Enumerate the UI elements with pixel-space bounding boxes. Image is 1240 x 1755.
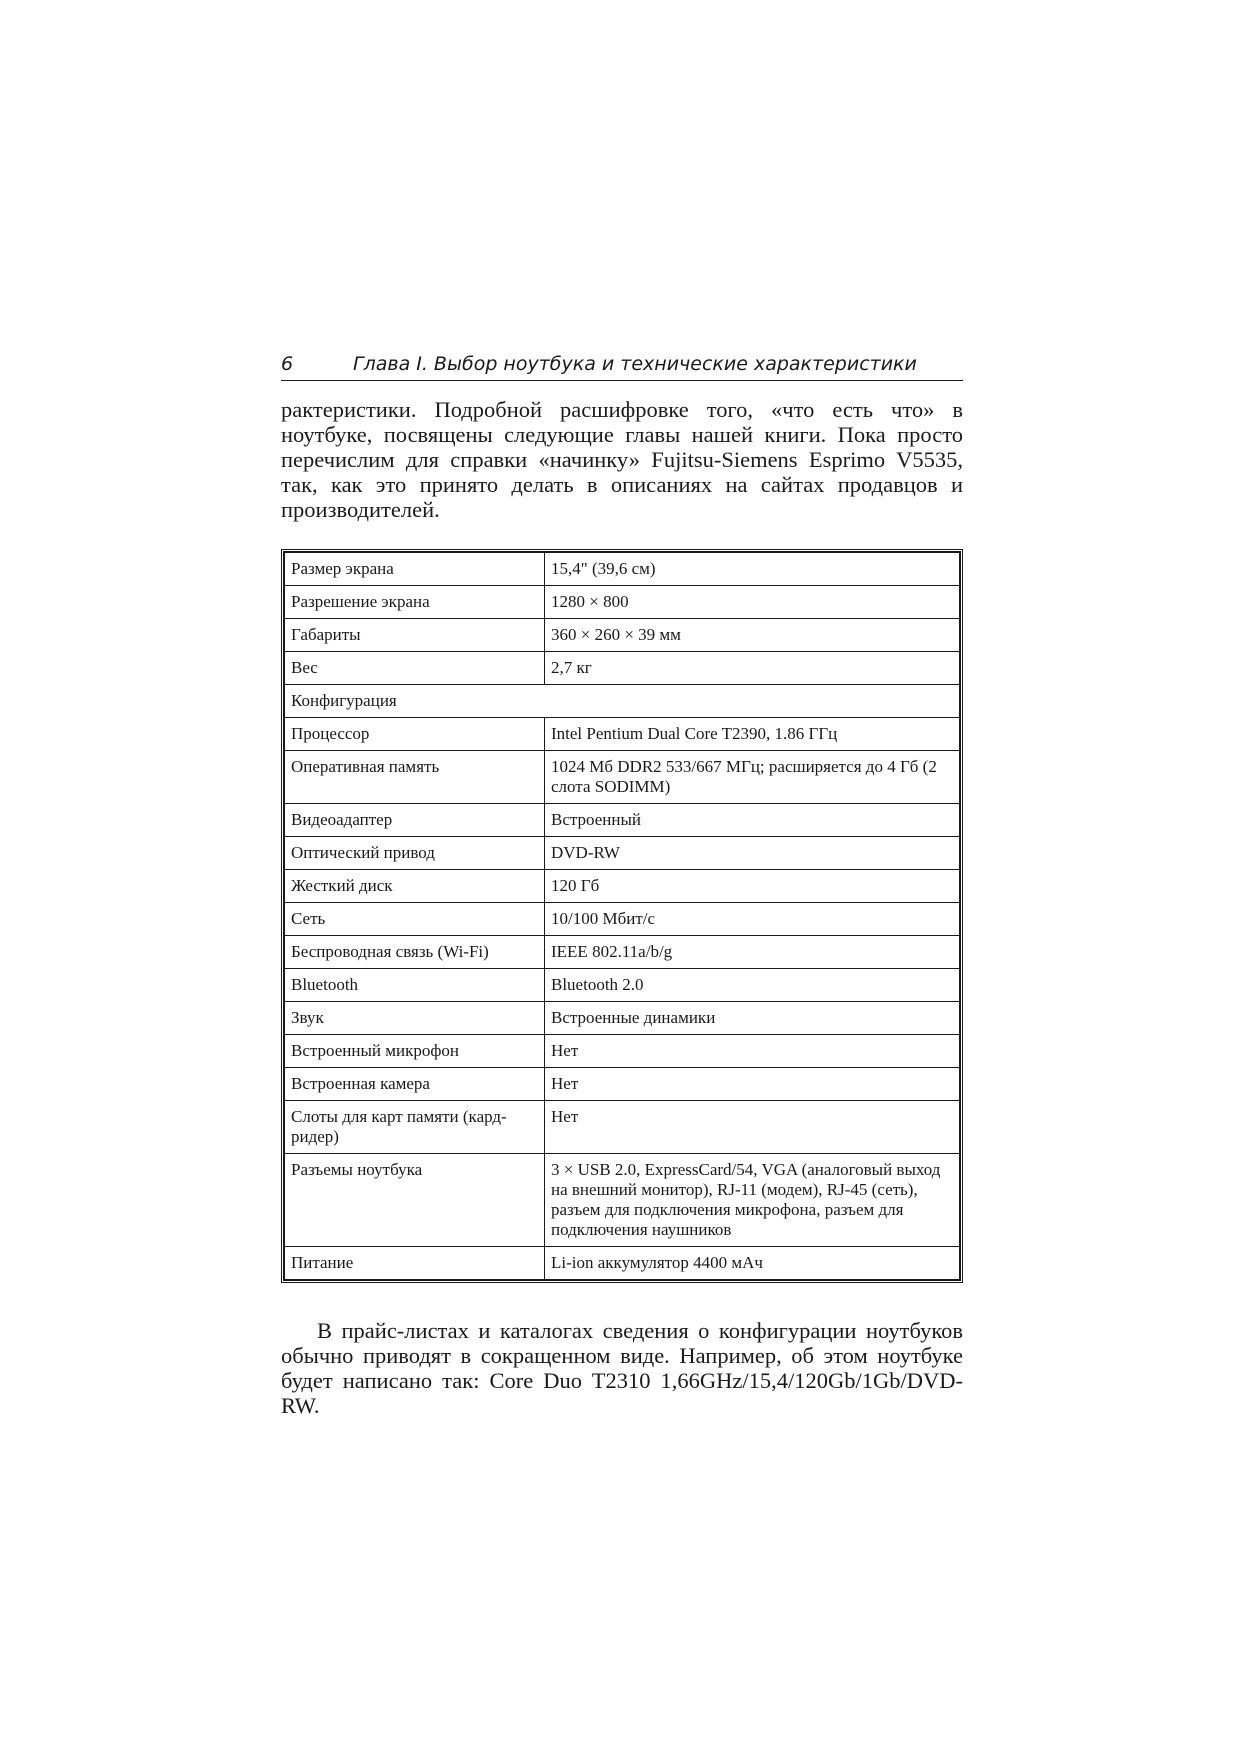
spec-value: Нет [545,1068,960,1101]
spec-value: Нет [545,1035,960,1068]
spec-name: Встроенный микрофон [285,1035,545,1068]
table-row [285,718,960,751]
table-row [285,1068,960,1101]
spec-name: Размер экрана [285,553,545,586]
running-header [281,350,963,378]
table-row [285,553,960,586]
spec-value: Bluetooth 2.0 [545,969,960,1002]
spec-value: Li-ion аккумулятор 4400 мАч [545,1247,960,1280]
chapter-title: Глава I. Выбор ноутбука и технические характеристики [353,353,917,375]
spec-name: Видеоадаптер [285,804,545,837]
table-row [285,837,960,870]
spec-name: Bluetooth [285,969,545,1002]
page-number: 6 [281,353,294,375]
table-row [285,903,960,936]
spec-value: 1024 Мб DDR2 533/667 МГц; расширяется до 4 Гб (2 слота SODIMM) [545,751,960,804]
table-row [285,1002,960,1035]
spec-value: IEEE 802.11a/b/g [545,936,960,969]
spec-value: 1280 × 800 [545,586,960,619]
spec-name: Оптический привод [285,837,545,870]
spec-value: Встроенные динамики [545,1002,960,1035]
spec-name: Питание [285,1247,545,1280]
table-row [285,652,960,685]
outro-paragraph: В прайс-листах и каталогах сведения о конфигурации ноутбуков обычно приводят в сокращенном виде. Например, об этом ноутбуке будет написано так: Core Duo T2310 1,66GHz/15,4/120Gb/1Gb/DVD-RW. [281,1318,963,1418]
spec-name: Процессор [285,718,545,751]
spec-name: Беспроводная связь (Wi-Fi) [285,936,545,969]
table-row [285,619,960,652]
spec-name: Сеть [285,903,545,936]
spec-name: Оперативная память [285,751,545,804]
spec-name: Вес [285,652,545,685]
spec-name: Встроенная камера [285,1068,545,1101]
table-row [285,870,960,903]
table-row [285,936,960,969]
table-row [285,804,960,837]
table-row [285,1247,960,1280]
table-row [285,1101,960,1154]
spec-value: 360 × 260 × 39 мм [545,619,960,652]
table-row [285,969,960,1002]
spec-name: Звук [285,1002,545,1035]
table-row [285,1035,960,1068]
table-row [285,751,960,804]
header-rule [281,380,963,381]
spec-value: 2,7 кг [545,652,960,685]
spec-value: DVD-RW [545,837,960,870]
table-row [285,586,960,619]
spec-value: Intel Pentium Dual Core T2390, 1.86 ГГц [545,718,960,751]
spec-name: Слоты для карт памяти (кард-ридер) [285,1101,545,1154]
spec-value: 10/100 Мбит/с [545,903,960,936]
spec-section-title: Конфигурация [285,685,960,718]
spec-table [281,549,963,1283]
spec-value: 15,4" (39,6 см) [545,553,960,586]
table-section-row [285,685,960,718]
table-row [285,1154,960,1247]
spec-value: Встроенный [545,804,960,837]
spec-name: Разъемы ноутбука [285,1154,545,1247]
spec-name: Габариты [285,619,545,652]
spec-table-body [285,553,960,1280]
spec-value: 3 × USB 2.0, ExpressCard/54, VGA (аналоговый выход на внешний монитор), RJ-11 (модем), RJ-45 (сеть), разъем для подключения микрофона, разъем для подключения наушников [545,1154,960,1247]
spec-value: 120 Гб [545,870,960,903]
spec-value: Нет [545,1101,960,1154]
spec-name: Разрешение экрана [285,586,545,619]
spec-name: Жесткий диск [285,870,545,903]
intro-paragraph: рактеристики. Подробной расшифровке того, «что есть что» в ноутбуке, посвящены следующие главы нашей книги. Пока просто перечислим для справки «начинку» Fujitsu-Siemens Esprimo V5535, так, как это принято делать в описаниях на сайтах продавцов и производителей. [281,397,963,522]
